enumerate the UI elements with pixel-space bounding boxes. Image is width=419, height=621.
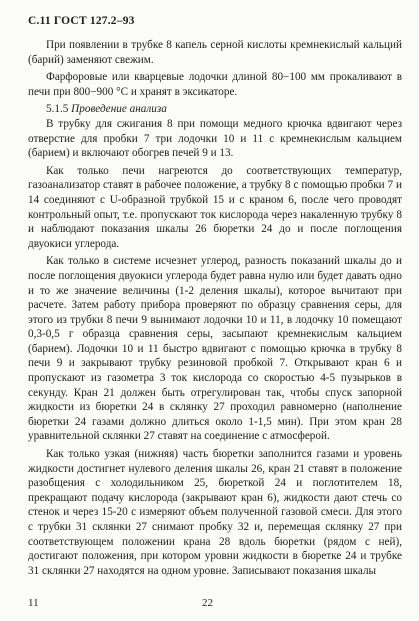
paragraph: Как только печи нагреются до соответствующих температур, газоанализатор ставят в рабочее положение, а трубку 8 с помощью пробки 7 и 14 соединяют с U-образной трубкой 15 и с краном 6, после чего проводят контрольный опыт, т.е. пропускают ток кислорода через накаленную трубку 8 и наблюдают показания шкалы 26 бюретки 24 до и после поглощения двуокиси углерода.	[28, 164, 402, 250]
section-number: 5.1.5	[46, 103, 69, 116]
page-number: 22	[202, 597, 213, 609]
paragraph: Как только узкая (нижняя) часть бюретки заполнится газами и уровень жидкости достигнет нулевого деления шкалы 26, кран 21 ставят в положение разобщения с холодильником 25, бюреткой 24 и поглотителем 18, прекращают подачу кислорода (закрывают кран 6), жидкости дают стечь со стенок и через 15-20 с измеряют объем полученной газовой смеси. Для этого с трубки 31 склянки 27 снимают пробку 32 и, перемещая склянку 27 при соответствующем положении крана 28 вдоль бюретки (рядом с ней), достигают положения, при котором уровни жидкости в бюретке 24 и трубке 31 склянки 27 находятся на одном уровне. Записывают показания шкалы	[28, 448, 402, 577]
section-heading	[28, 102, 402, 117]
paragraph: Как только в системе исчезнет углерод, разность показаний шкалы до и после поглощения двуокиси углерода будет равна нулю или будет давать одно и то же значение величины (1-2 деления шкалы), которое вычитают при расчете. Затем работу прибора проверяют по образцу сравнения серы, для этого из трубки 8 печи 9 вынимают лодочки 10 и 11, в лодочку 10 помещают 0,3-0,5 г образца сравнения серы, засыпают кремнекислым кальцием (барием). Лодочки 10 и 11 быстро вдвигают с помощью крючка в трубку 8 печи 9 и закрывают трубку резиновой пробкой 7. Открывают кран 6 и пропускают из газометра 3 ток кислорода со скоростью 4-5 пузырьков в секунду. Кран 21 должен быть отрегулирован так, чтобы спуск запорной жидкости из бюретки 24 в склянку 27 проходил равномерно (наполнение бюретки 24 газами должно длиться около 1-1,5 мин). При этом кран 28 уравнительной склянки 27 ставят на соединение с атмосферой.	[28, 255, 402, 443]
section-title: Проведение анализа	[71, 103, 167, 116]
paragraph: Фарфоровые или кварцевые лодочки длиной 80−100 мм прокаливают в печи при 800−900 °С и хранят в эксикаторе.	[28, 71, 402, 98]
paragraph: В трубку для сжигания 8 при помощи медного крючка вдвигают через отверстие для пробки 7 три лодочки 10 и 11 с кремнекислым кальцием (барием) и включают обогрев печей 9 и 13.	[28, 117, 402, 160]
page-footer	[0, 597, 419, 611]
page-header: С.11 ГОСТ 127.2–93	[28, 15, 135, 27]
document-body	[28, 38, 402, 578]
paragraph: При появлении в трубке 8 капель серной кислоты кремнекислый кальций (барий) заменяют свежим.	[28, 39, 402, 66]
footer-left-number: 11	[28, 597, 39, 609]
